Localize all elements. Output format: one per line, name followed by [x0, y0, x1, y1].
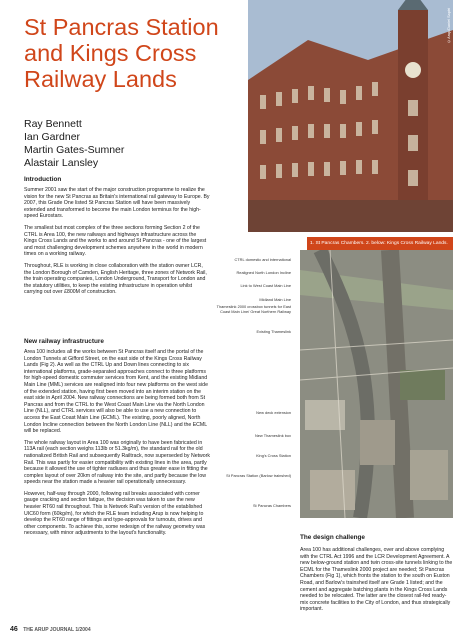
map-label: St Pancras Station (Barlow trainshed): [226, 473, 291, 478]
intro-paragraph: Throughout, RLE is working in close collaboration with the station owner LCR, the London Borough of Camden, English Heritage, three zones of Network Rail, the train operating companies, London Underground, Transport for London and the statutory utilities, to keep the existing infrastructure in operation whilst carrying out over £800M of construction.: [24, 262, 207, 296]
infrastructure-paragraph: The whole railway layout in Area 100 was originally to have been fabricated in 113A rail (each section weighs 113lb or 51.3kg/m), the standard rail for the old nationalized British Rail and subsequently Railtrack, now superseded by Network Rail. This was partly for easier compatibility with existing lines in the area, partly because it allowed the use of tighter radiuses and thus greater ease in fitting the complex layout of over 20km of railway into the site, and partly because the low speeds near the station made a heavier rail operationally unnecessary.: [24, 439, 210, 486]
map-label: St Pancras Chambers: [252, 503, 291, 508]
intro-body: [24, 187, 210, 301]
map-label: New Thameslink box: [254, 433, 291, 438]
map-label: Link to West Coast Main Line: [240, 283, 291, 288]
page-number: 46: [10, 626, 18, 633]
map-label: Realigned North London Incline: [236, 270, 291, 275]
author-name: Martin Gates-Sumner: [24, 144, 125, 156]
building-illustration: [248, 0, 453, 232]
author-name: Ray Bennett: [24, 118, 82, 130]
page-footer: [10, 626, 91, 633]
journal-name: THE ARUP JOURNAL 1/2004: [23, 627, 91, 633]
figure-caption: 1. St Pancras Chambers. 2. below: Kings Cross Railway Lands.: [307, 237, 453, 250]
article-title: [24, 14, 279, 92]
aerial-illustration: [300, 250, 453, 518]
map-label: King's Cross Station: [256, 453, 291, 458]
map-label: Midland Main Line: [259, 297, 291, 302]
design-challenge-body: Area 100 has additional challenges, over and above complying with the CTRL Act 1996 and the LCR Development Agreement. A new below-ground station and twin cross-site tunnels linking to the ECML for the Thameslink 2000 project are needed; St Pancras Chambers (Fig 1), which fronts the station to the south on Euston Road, and Barlow's trainshed itself are Grade 1 listed; and the cement and aggregate batching plants in the Kings Cross Lands needed to be relocated. The latter are the closest rail-fed ready-mix concrete facilities to the City of London, and thus strategically important.: [300, 547, 453, 613]
author-list: [24, 118, 124, 170]
kings-cross-aerial-photo: [300, 250, 453, 518]
photo-credit: ©Arup/Daniel Saptri: [447, 8, 451, 43]
title-line: Railway Lands: [24, 66, 177, 92]
infrastructure-paragraph: Area 100 includes all the works between St Pancras itself and the portal of the London Tunnels at Gifford Street, on the east side of the Kings Cross Railway Lands (Fig 2). As well as the CTRL Up and Down lines connecting to six international platforms, grade-separated approaches connect to three platforms for high-speed domestic commuter services from Kent, and the existing Midland Main Line (MML) services are realigned into four new platforms on the west side of the extended station, having first been moved into an interim station on the east side in April 2004. New railway connections are being formed both from St Pancras and from the CTRL to the West Coast Main Line via the North London Line (NLL), and CTRL services will also be able to use a new connection to access the East Coast Main Line (ECML). The existing, poorly aligned, North London Incline connection between the North London Line (NLL) and the ECML will be replaced.: [24, 349, 208, 435]
intro-heading: Introduction: [24, 176, 62, 183]
map-label: Thameslink 2000 crossbox tunnels for East Coast Main Line/ Great Northern Railway: [216, 304, 291, 314]
infrastructure-heading: New railway infrastructure: [24, 338, 104, 345]
map-label: New deck extension: [256, 410, 291, 415]
intro-paragraph: Summer 2001 saw the start of the major construction programme to realize the vision for the new St Pancras as Britain's international rail gateway to Europe. By 2007, this Grade One listed St Pancras Station will have been massively extended and transformed to become the main London terminus for the high-speed Eurostars.: [24, 187, 210, 220]
st-pancras-chambers-photo: [248, 0, 453, 232]
map-label: CTRL domestic and international: [234, 257, 291, 262]
design-challenge-heading: The design challenge: [300, 534, 365, 541]
intro-paragraph: The smallest but most complex of the three sections forming Section 2 of the CTRL is Area 100, the new railways and highways infrastructure across the Kings Cross Lands and the works to and around St Pancras - one of the largest and most challenging development schemes anywhere in the world in modern times on a working railway.: [24, 224, 207, 258]
author-name: Ian Gardner: [24, 131, 81, 143]
title-line: St Pancras Station: [24, 14, 219, 40]
infrastructure-body: [24, 349, 210, 542]
map-label: Existing Thameslink: [256, 329, 291, 334]
infrastructure-paragraph: However, half-way through 2000, following rail breaks associated with corner gauge cracking and section fatigue, the decision was taken to use the new heavier RT60 rail throughout. This is Network Rail's version of the established UIC60 form (60kg/m), for which the RLE team including Arup is now helping to develop the RT60 range of fittings and type-approvals for turnouts, drives and other components. To achieve this, some redesign of the railway geometry was necessary, with minor adjustments to the layout's functionality.: [24, 490, 206, 537]
author-name: Alastair Lansley: [24, 157, 99, 169]
title-line: and Kings Cross: [24, 40, 197, 66]
